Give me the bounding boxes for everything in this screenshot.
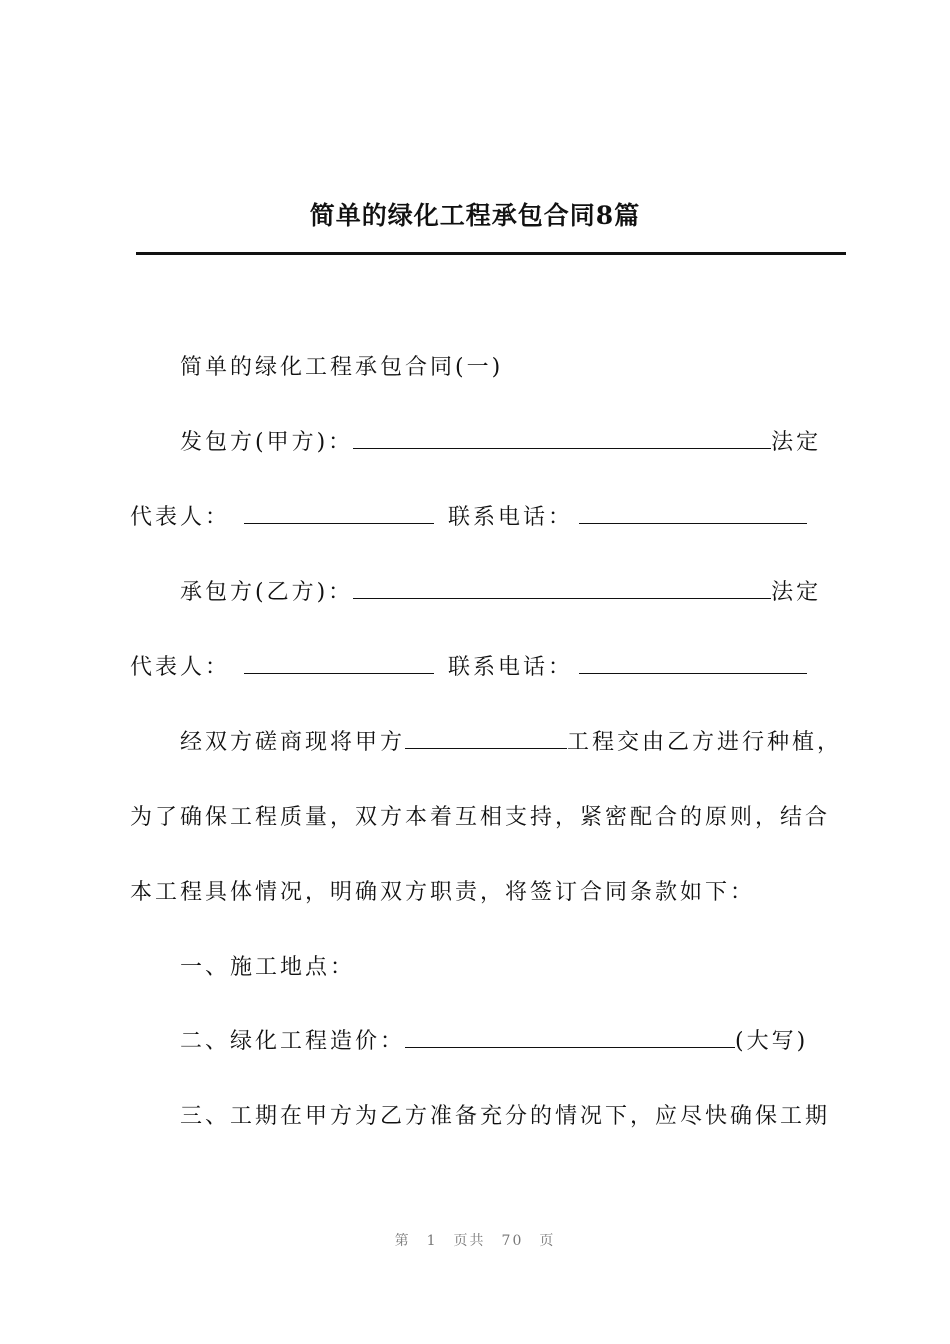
party-b-label: 承包方(乙方)：	[180, 580, 354, 605]
document-title: 简单的绿化工程承包合同8篇	[309, 201, 641, 230]
party-b-line	[180, 578, 821, 608]
party-a-label: 发包方(甲方)：	[180, 430, 354, 455]
page-footer	[0, 1230, 950, 1250]
price-blank	[405, 1027, 735, 1048]
rep-label: 代表人：	[130, 655, 231, 680]
rep-label: 代表人：	[130, 505, 231, 530]
paragraph-line-1	[180, 728, 842, 758]
paragraph-line-3: 本工程具体情况，明确双方职责，将签订合同条款如下：	[130, 880, 756, 905]
party-a-phone-blank	[579, 503, 807, 524]
legal-rep-label: 法定	[771, 430, 822, 455]
clause-3: 三、工期在甲方为乙方准备充分的情况下，应尽快确保工期	[180, 1104, 831, 1129]
footer-page-number: 1	[426, 1233, 438, 1249]
footer-total-pages: 70	[501, 1233, 524, 1249]
party-a-line	[180, 428, 821, 458]
party-b-rep-blank	[244, 653, 434, 674]
party-b-rep-line	[130, 653, 807, 683]
phone-label: 联系电话：	[448, 505, 574, 530]
clause-2-suffix: (大写)	[735, 1029, 809, 1054]
party-b-blank	[353, 578, 771, 599]
title-rule	[136, 252, 846, 255]
footer-mid: 页共	[453, 1233, 486, 1249]
footer-prefix: 第	[394, 1233, 411, 1249]
party-a-blank	[353, 428, 771, 449]
legal-rep-label: 法定	[771, 580, 822, 605]
para1-text-a: 经双方磋商现将甲方	[180, 730, 406, 755]
phone-label: 联系电话：	[448, 655, 574, 680]
party-a-rep-blank	[244, 503, 434, 524]
clause-2-label: 二、绿化工程造价：	[180, 1029, 406, 1054]
paragraph-line-2: 为了确保工程质量，双方本着互相支持，紧密配合的原则，结合	[130, 805, 831, 830]
clause-1: 一、施工地点：	[180, 955, 356, 980]
contract-heading: 简单的绿化工程承包合同(一)	[180, 355, 504, 380]
para1-text-b: 工程交由乙方进行种植，	[567, 730, 843, 755]
project-name-blank	[405, 728, 567, 749]
party-b-phone-blank	[579, 653, 807, 674]
clause-2	[180, 1027, 808, 1057]
footer-suffix: 页	[539, 1233, 556, 1249]
party-a-rep-line	[130, 503, 807, 533]
